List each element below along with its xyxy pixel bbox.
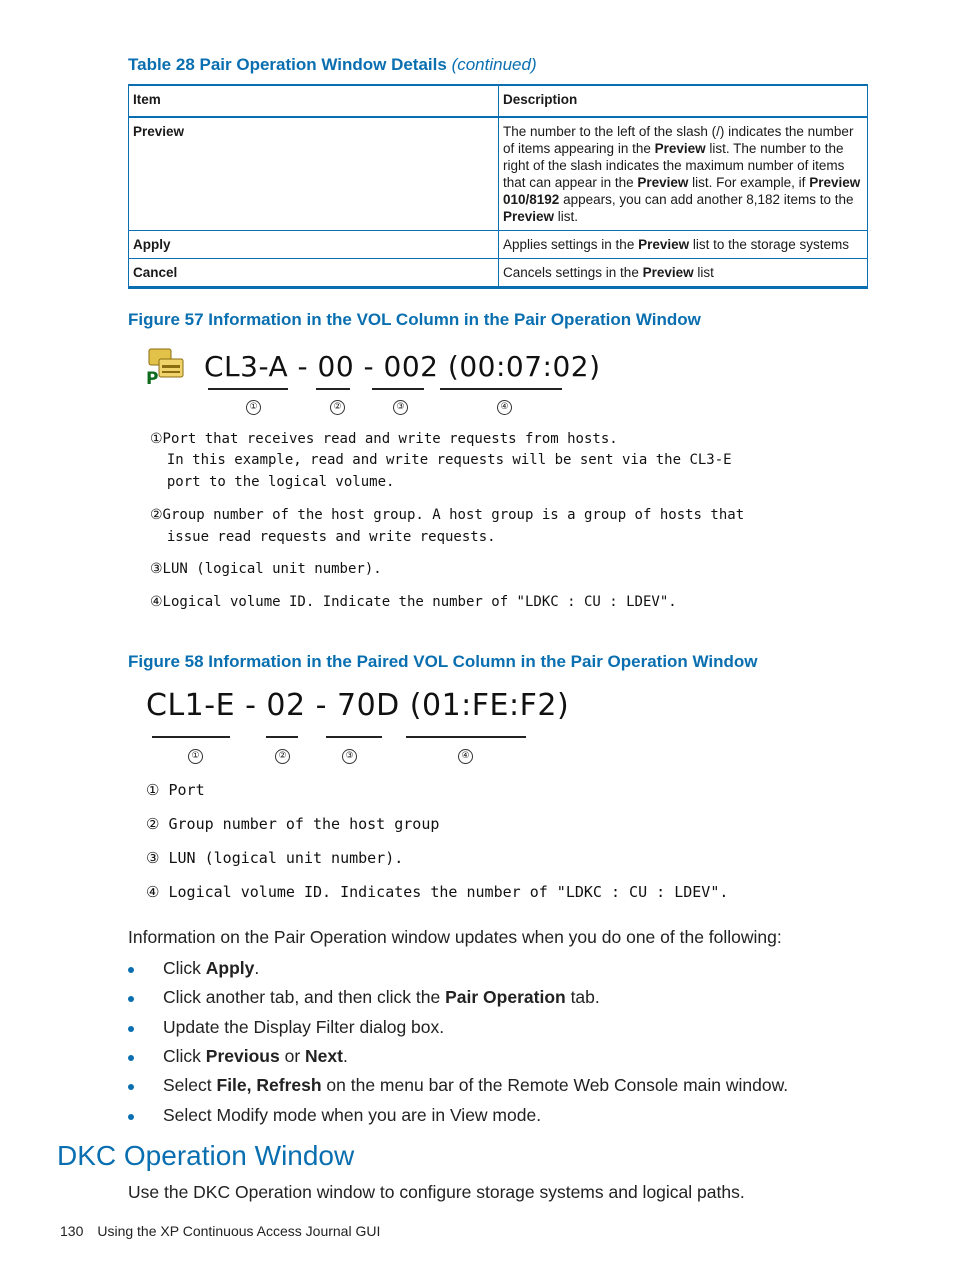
header-item: Item: [129, 85, 499, 117]
bullet-dot: [128, 1114, 134, 1120]
row-item: Preview: [129, 117, 499, 231]
row-description: [499, 259, 868, 288]
figure58-line: ④ Logical volume ID. Indicates the number of "LDKC : CU : LDEV".: [146, 883, 729, 901]
desc-bold: Preview: [503, 209, 555, 224]
bullet-item: Click Apply.: [163, 958, 260, 978]
marker-2: ②: [275, 749, 290, 764]
marker-3: ③: [393, 400, 408, 415]
desc-text: The number to the left of the slash (/) indicates the number of items appearing in the: [503, 124, 854, 156]
table-row: [129, 259, 868, 288]
figure58-caption: Figure 58 Information in the Paired VOL Column in the Pair Operation Window: [128, 652, 758, 671]
desc-bold: Preview: [637, 175, 689, 190]
bullet-item: Click another tab, and then click the Pair Operation tab.: [163, 987, 600, 1007]
underline-port: [208, 388, 288, 390]
marker-4: ④: [497, 400, 512, 415]
desc-bold: Preview: [642, 265, 694, 280]
marker-2: ②: [330, 400, 345, 415]
details-table: [128, 84, 868, 289]
page-footer: [60, 1223, 394, 1239]
desc-text: list. The number to the right of the slash indicates the maximum number of items that can appear in the: [503, 141, 845, 190]
figure57-line: ④Logical volume ID. Indicate the number of "LDKC : CU : LDEV".: [150, 594, 677, 610]
header-description: Description: [499, 85, 868, 117]
figure58-line: ③ LUN (logical unit number).: [146, 849, 404, 867]
figure57-caption: Figure 57 Information in the VOL Column in the Pair Operation Window: [128, 310, 701, 329]
figure58-line: ① Port: [146, 781, 205, 799]
bullet-dot: [128, 1084, 134, 1090]
table-header-row: [129, 85, 868, 117]
marker-1: ①: [246, 400, 261, 415]
bullet-dot: [128, 996, 134, 1002]
figure58-title: CL1-E - 02 - 70D (01:FE:F2): [146, 688, 570, 723]
underline-port: [152, 736, 230, 738]
figure58-line: ② Group number of the host group: [146, 815, 440, 833]
bullet-item: Click Previous or Next.: [163, 1046, 348, 1066]
row-item: Cancel: [129, 259, 499, 288]
bullet-item: Update the Display Filter dialog box.: [163, 1017, 445, 1037]
figure57-title: CL3-A - 00 - 002 (00:07:02): [204, 350, 601, 383]
desc-text: list: [693, 265, 714, 280]
marker-1: ①: [188, 749, 203, 764]
desc-text: Cancels settings in the: [503, 265, 643, 280]
section-heading: DKC Operation Window: [57, 1140, 355, 1171]
figure57-line: ③LUN (logical unit number).: [150, 561, 382, 577]
desc-bold: Preview 010/8192: [503, 175, 861, 207]
desc-text: list.: [554, 209, 579, 224]
table-caption-text: Table 28 Pair Operation Window Details: [128, 55, 447, 74]
desc-bold: Preview: [654, 141, 706, 156]
underline-lun: [326, 736, 382, 738]
footer-title: Using the XP Continuous Access Journal GUI: [97, 1223, 381, 1239]
underline-group: [266, 736, 298, 738]
table-row: [129, 117, 868, 231]
section-paragraph: Use the DKC Operation window to configure storage systems and logical paths.: [128, 1182, 745, 1202]
bullet-dot: [128, 1055, 134, 1061]
figure57-line: issue read requests and write requests.: [150, 529, 496, 545]
table-caption-suffix: (continued): [451, 55, 537, 74]
row-description: [499, 231, 868, 259]
bullet-item: Select File, Refresh on the menu bar of the Remote Web Console main window.: [163, 1075, 789, 1095]
desc-text: list. For example, if: [688, 175, 810, 190]
pair-volume-icon: [145, 346, 187, 388]
figure57-line: ②Group number of the host group. A host group is a group of hosts that: [150, 507, 745, 523]
marker-4: ④: [458, 749, 473, 764]
page-number: 130: [60, 1223, 84, 1239]
intro-paragraph: Information on the Pair Operation window updates when you do one of the following:: [128, 927, 782, 947]
bullet-dot: [128, 1026, 134, 1032]
underline-ldev: [440, 388, 562, 390]
desc-text: Applies settings in the: [503, 237, 639, 252]
desc-text: list to the storage systems: [689, 237, 849, 252]
figure57-line: port to the logical volume.: [150, 474, 395, 490]
marker-3: ③: [342, 749, 357, 764]
underline-lun: [372, 388, 424, 390]
underline-group: [316, 388, 350, 390]
bullet-dot: [128, 967, 134, 973]
figure57-line: ①Port that receives read and write requests from hosts.: [150, 431, 618, 447]
row-description: [499, 117, 868, 231]
underline-ldev: [406, 736, 526, 738]
desc-bold: Preview: [638, 237, 690, 252]
bullet-item: Select Modify mode when you are in View mode.: [163, 1105, 542, 1125]
figure57-line: In this example, read and write requests will be sent via the CL3-E: [150, 452, 732, 468]
desc-text: appears, you can add another 8,182 items to the: [559, 192, 854, 207]
table-caption: [128, 55, 537, 75]
svg-text:P: P: [146, 369, 159, 388]
table-row: [129, 231, 868, 259]
row-item: Apply: [129, 231, 499, 259]
